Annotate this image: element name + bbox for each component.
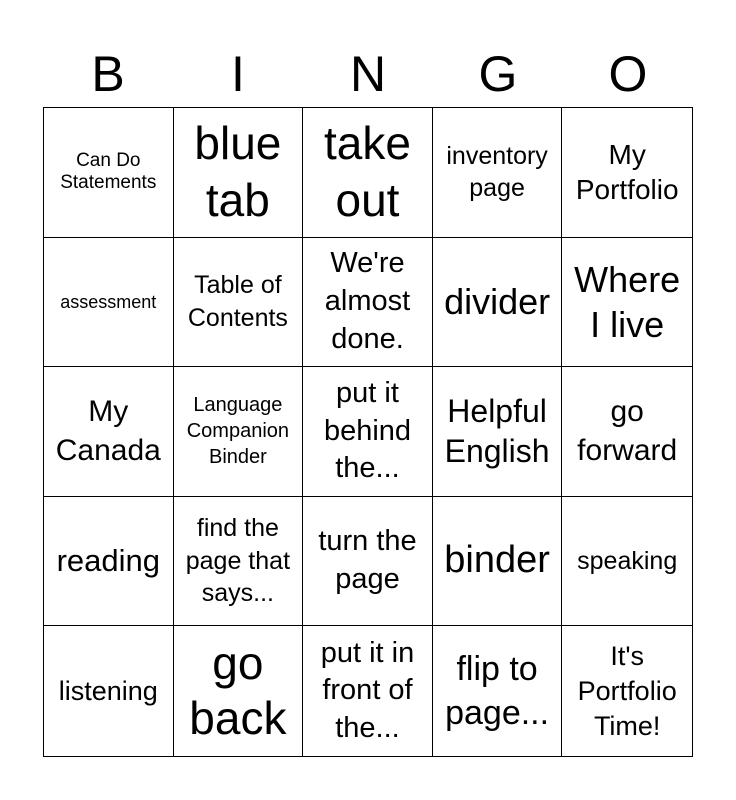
cell-text: My Portfolio xyxy=(575,139,679,206)
bingo-cell[interactable] xyxy=(433,238,563,368)
bingo-cell[interactable] xyxy=(562,626,692,756)
bingo-cell[interactable] xyxy=(174,108,304,238)
header-letter-o: O xyxy=(608,46,648,102)
header-letter-g: G xyxy=(478,46,518,102)
header-letter-b: B xyxy=(91,46,125,102)
bingo-cell[interactable] xyxy=(562,238,692,368)
cell-text: We're almost done. xyxy=(324,247,411,355)
header-letter-n: N xyxy=(349,46,387,102)
cell-text: reading xyxy=(56,543,160,579)
cell-text: assessment xyxy=(60,291,157,312)
bingo-cell[interactable] xyxy=(44,497,174,627)
cell-text: Language Companion Binder xyxy=(186,394,290,469)
bingo-cell[interactable] xyxy=(562,497,692,627)
cell-text: put it in front of the... xyxy=(320,636,415,745)
bingo-cell[interactable] xyxy=(433,367,563,497)
bingo-cell[interactable] xyxy=(562,108,692,238)
bingo-cell[interactable] xyxy=(174,367,304,497)
cell-text: inventory page xyxy=(446,141,548,203)
bingo-cell[interactable] xyxy=(174,497,304,627)
bingo-cell[interactable] xyxy=(303,626,433,756)
cell-text: listening xyxy=(58,675,158,706)
cell-text: find the page that says... xyxy=(185,514,291,608)
cell-text: divider xyxy=(444,281,551,323)
cell-text: It's Portfolio Time! xyxy=(577,640,677,741)
cell-text: binder xyxy=(444,539,550,582)
cell-text: put it behind the... xyxy=(323,376,412,485)
cell-text: speaking xyxy=(577,546,678,575)
cell-text: turn the page xyxy=(318,525,417,596)
bingo-board xyxy=(43,107,693,757)
header-letter-i: I xyxy=(231,46,245,102)
cell-text: Where I live xyxy=(574,258,681,345)
bingo-cell[interactable] xyxy=(303,238,433,368)
cell-text: take out xyxy=(324,116,411,227)
bingo-cell[interactable] xyxy=(44,108,174,238)
cell-text: blue tab xyxy=(194,116,282,227)
cell-text: flip to page... xyxy=(445,650,550,733)
bingo-cell[interactable] xyxy=(44,367,174,497)
bingo-cell[interactable] xyxy=(44,626,174,756)
bingo-cell[interactable] xyxy=(44,238,174,368)
bingo-cell[interactable] xyxy=(562,367,692,497)
bingo-cell[interactable] xyxy=(174,238,304,368)
cell-text: My Canada xyxy=(55,395,161,468)
bingo-cell[interactable] xyxy=(174,626,304,756)
bingo-cell[interactable] xyxy=(433,108,563,238)
bingo-cell[interactable] xyxy=(303,497,433,627)
cell-text: Can Do Statements xyxy=(60,150,157,194)
cell-text: Helpful English xyxy=(444,393,550,470)
bingo-cell[interactable] xyxy=(433,626,563,756)
bingo-cell[interactable] xyxy=(433,497,563,627)
cell-text: Table of Contents xyxy=(187,271,288,332)
cell-text: go forward xyxy=(577,395,678,468)
bingo-cell[interactable] xyxy=(303,108,433,238)
cell-text: go back xyxy=(189,637,287,745)
bingo-header xyxy=(43,40,693,108)
bingo-cell[interactable] xyxy=(303,367,433,497)
